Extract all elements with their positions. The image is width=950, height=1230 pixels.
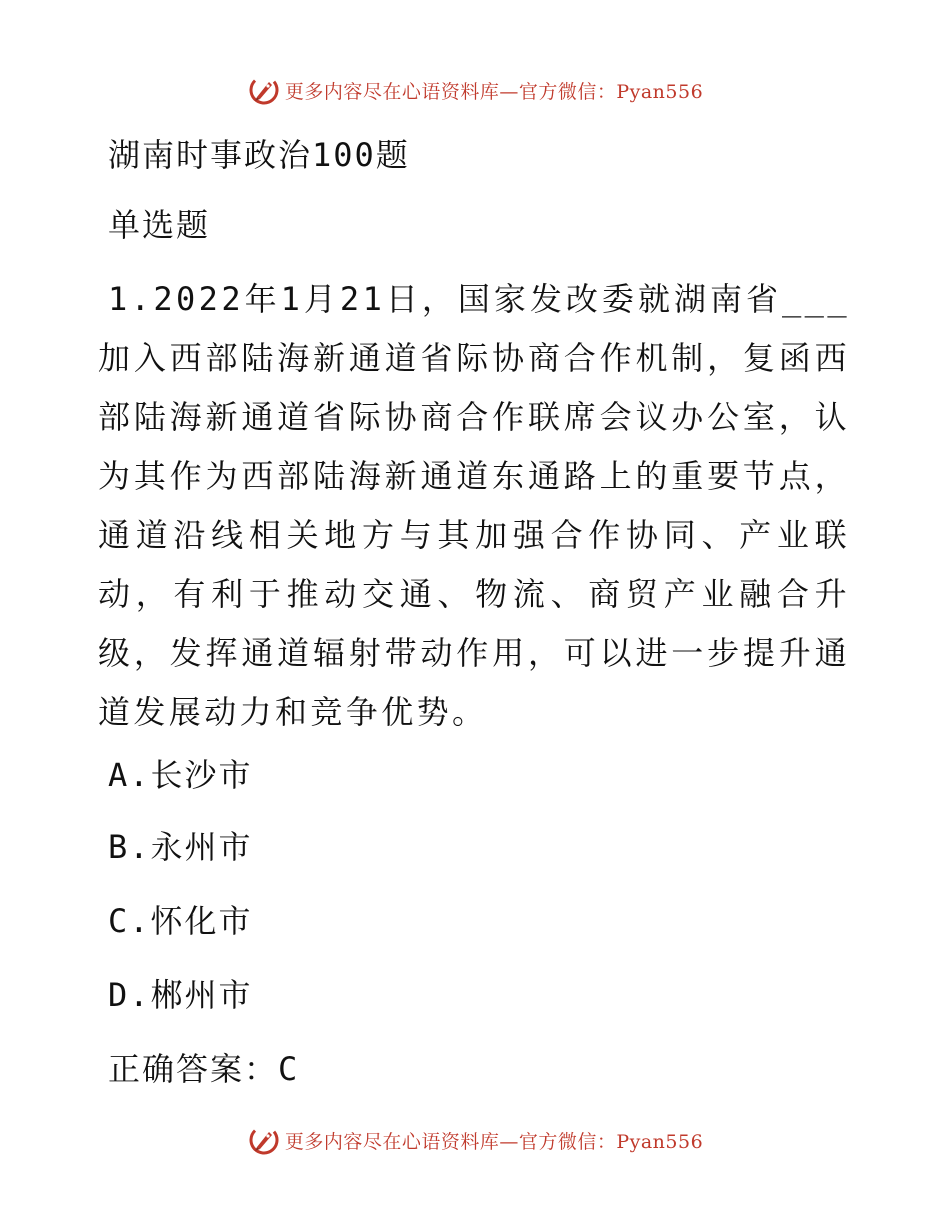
- banner-text: 更多内容尽在心语资料库—官方微信：Pyan556: [284, 80, 704, 103]
- section-heading: 单选题: [108, 206, 211, 244]
- option-c: C.怀化市: [108, 902, 253, 940]
- option-b: B.永州市: [108, 828, 253, 866]
- footer-watermark-banner: [0, 1120, 950, 1160]
- pen-circle-logo-icon: [247, 73, 281, 107]
- correct-answer: 正确答案：C: [108, 1050, 300, 1088]
- banner-text: 更多内容尽在心语资料库—官方微信：Pyan556: [284, 1130, 704, 1153]
- option-a: A.长沙市: [108, 756, 253, 794]
- pen-circle-logo-icon: [247, 1123, 281, 1157]
- option-d: D.郴州市: [108, 976, 253, 1014]
- question-text: 1.2022年1月21日，国家发改委就湖南省___加入西部陆海新通道省际协商合作机制，复函西部陆海新通道省际协商合作联席会议办公室，认为其作为西部陆海新通道东通路上的重要节点，通道沿线相关地方与其加强合作协同、产业联动，有利于推动交通、物流、商贸产业融合升级，发挥通道辐射带动作用，可以进一步提升通道发展动力和竞争优势。: [98, 280, 850, 731]
- page-title: 湖南时事政治100题: [108, 136, 410, 174]
- header-watermark-banner: [0, 70, 950, 110]
